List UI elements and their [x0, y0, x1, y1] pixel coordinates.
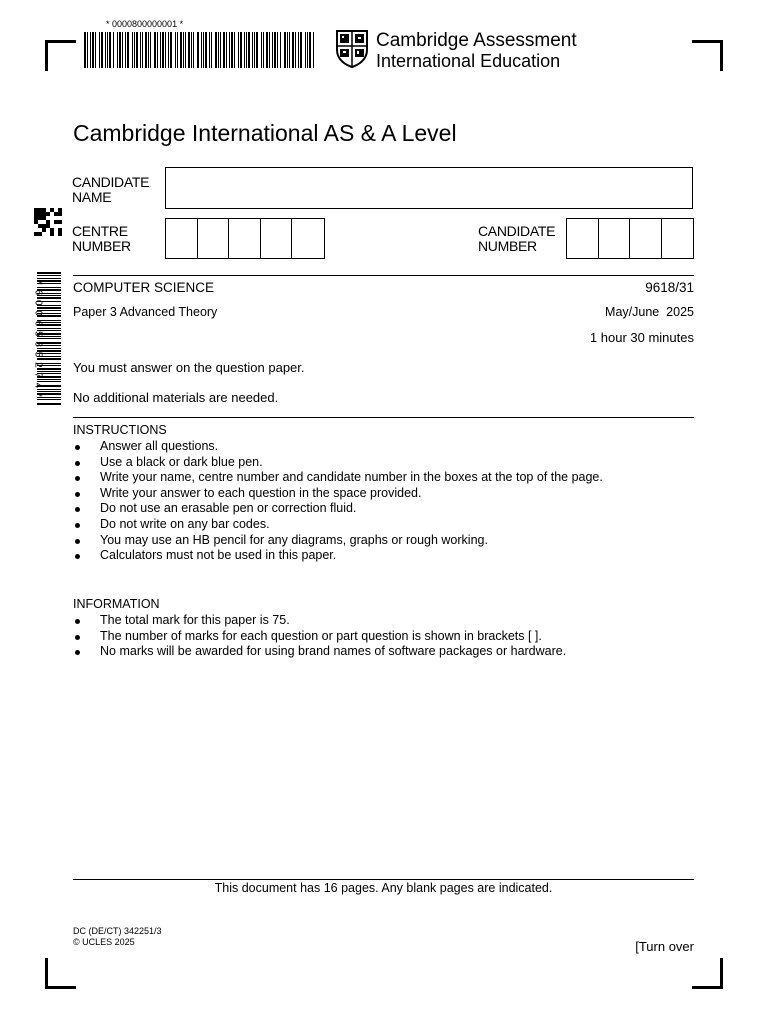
candidate-number-label-line-2: NUMBER [478, 238, 537, 254]
candidate-name-label-line-2: NAME [72, 189, 112, 205]
barcode-bar [201, 32, 202, 68]
barcode-bar [266, 32, 268, 68]
barcode-bar [109, 32, 111, 68]
barcode-bar [226, 32, 227, 68]
paper-name: Paper 3 Advanced Theory [73, 305, 218, 319]
list-item: Write your name, centre number and candidate number in the boxes at the top of the page. [73, 470, 603, 486]
barcode-bar [231, 32, 233, 68]
centre-number-boxes[interactable] [165, 218, 325, 259]
barcode-bar [177, 32, 178, 68]
centre-number-digit[interactable] [261, 219, 293, 258]
barcode-bar [274, 32, 276, 68]
subject: COMPUTER SCIENCE [73, 280, 215, 295]
centre-number-label-line-1: CENTRE [72, 223, 128, 239]
barcode-bar [209, 32, 210, 68]
barcode-bar [193, 32, 194, 68]
barcode-bar [180, 32, 182, 68]
barcode-bar [90, 32, 91, 68]
barcode-bar [191, 32, 192, 68]
barcode-bar [215, 32, 217, 68]
barcode-bar [269, 32, 270, 68]
document-code: DC (DE/CT) 342251/3 [73, 926, 162, 936]
barcode-bar [84, 32, 86, 68]
barcode-bar [134, 32, 135, 68]
centre-number-label-line-2: NUMBER [72, 238, 131, 254]
information-list [73, 613, 566, 660]
barcode-bar [218, 32, 219, 68]
barcode-bar [105, 32, 106, 68]
barcode-bar [203, 32, 204, 68]
qr-code-icon [34, 208, 62, 236]
list-item: The number of marks for each question or part question is shown in brackets [ ]. [73, 629, 566, 645]
barcode-bar [136, 32, 138, 68]
side-barcode [31, 270, 61, 410]
candidate-number-digit[interactable] [662, 219, 693, 258]
barcode-bar [256, 32, 258, 68]
barcode-bar [154, 32, 156, 68]
shield-icon [336, 30, 368, 68]
barcode-bar [125, 32, 126, 68]
barcode-bar [246, 32, 247, 68]
barcode-bar [197, 32, 199, 68]
candidate-name-label-line-1: CANDIDATE [72, 174, 150, 190]
list-item: Answer all questions. [73, 439, 603, 455]
centre-number-label [72, 224, 131, 254]
barcode-bar [183, 32, 184, 68]
session: May/June 2025 [605, 305, 694, 319]
list-item: No marks will be awarded for using brand names of software packages or hardware. [73, 644, 566, 660]
barcode-bar [223, 32, 225, 68]
barcode-bar [284, 32, 286, 68]
pages-note: This document has 16 pages. Any blank pages are indicated. [214, 881, 553, 895]
barcode-bar [234, 32, 235, 68]
barcode-bar [280, 32, 281, 68]
copyright: © UCLES 2025 [73, 937, 135, 947]
list-item: You may use an HB pencil for any diagrams, graphs or rough working. [73, 533, 603, 549]
barcode-bar [188, 32, 190, 68]
barcode-bar [205, 32, 207, 68]
barcode-bar [244, 32, 245, 68]
note-answer-on-paper: You must answer on the question paper. [73, 360, 305, 375]
barcode-bar [107, 32, 108, 68]
barcode-bar [165, 32, 166, 68]
barcode-bar [252, 32, 253, 68]
centre-number-digit[interactable] [292, 219, 324, 258]
barcode-bar [132, 32, 133, 68]
barcode-bar [160, 32, 161, 68]
barcode-bar [185, 32, 186, 68]
information-heading: INFORMATION [73, 597, 160, 611]
barcode-bar [122, 32, 123, 68]
candidate-number-digit[interactable] [599, 219, 631, 258]
barcode-bar [145, 32, 147, 68]
barcode-bar [168, 32, 169, 68]
divider-instructions [73, 417, 694, 418]
list-item: Do not write on any bar codes. [73, 517, 603, 533]
barcode-bar [254, 32, 255, 68]
barcode-bar [175, 32, 176, 68]
list-item: Use a black or dark blue pen. [73, 455, 603, 471]
barcode-bar [211, 32, 212, 68]
barcode-bar [127, 32, 129, 68]
centre-number-digit[interactable] [166, 219, 198, 258]
duration: 1 hour 30 minutes [589, 330, 694, 345]
barcode-bar [300, 32, 302, 68]
barcode-number: * 0000800000001 * [106, 19, 184, 29]
barcode-bar [157, 32, 158, 68]
barcode-bar [95, 32, 96, 68]
candidate-name-box[interactable] [165, 167, 693, 209]
centre-number-digit[interactable] [198, 219, 230, 258]
barcode-top [84, 32, 316, 68]
barcode-bar [292, 32, 294, 68]
barcode-bar [92, 32, 94, 68]
barcode-bar [101, 32, 103, 68]
barcode-bar [248, 32, 250, 68]
barcode-bar [87, 32, 88, 68]
instructions-list [73, 439, 603, 564]
barcode-bar [140, 32, 141, 68]
paper-code: 9618/31 [645, 280, 694, 295]
logo-line-2: International Education [376, 51, 561, 71]
candidate-number-digit[interactable] [567, 219, 599, 258]
barcode-bar [162, 32, 164, 68]
barcode-bar [307, 32, 308, 68]
candidate-number-label [478, 224, 555, 254]
barcode-bar [295, 32, 296, 68]
barcode-bar [113, 32, 114, 68]
cambridge-logo [336, 30, 578, 72]
corner-mark-top-left [45, 40, 76, 71]
barcode-bar [229, 32, 230, 68]
side-barcode-text: * 6 0 0 6 5 3 5 2 7 4 * [32, 281, 44, 398]
page-title: Cambridge International AS & A Level [73, 120, 457, 146]
divider-top [73, 275, 694, 276]
barcode-bar [298, 32, 299, 68]
corner-mark-top-right [692, 40, 723, 71]
barcode-bar [142, 32, 143, 68]
logo-line-1: Cambridge Assessment [376, 30, 577, 51]
barcode-bar [150, 32, 151, 68]
barcode-bar [287, 32, 288, 68]
barcode-bar [170, 32, 172, 68]
barcode-bar [261, 32, 262, 68]
barcode-bar [289, 32, 290, 68]
divider-footer [73, 879, 694, 880]
turn-over: [Turn over [635, 939, 694, 954]
centre-number-digit[interactable] [229, 219, 261, 258]
barcode-bar [313, 32, 314, 68]
note-no-materials: No additional materials are needed. [73, 390, 279, 405]
barcode-bar [272, 32, 273, 68]
list-item: Write your answer to each question in the space provided. [73, 486, 603, 502]
barcode-bar [309, 32, 311, 68]
corner-mark-bottom-left [45, 958, 76, 989]
barcode-bar [99, 32, 100, 68]
candidate-number-digit[interactable] [630, 219, 662, 258]
list-item: The total mark for this paper is 75. [73, 613, 566, 629]
barcode-bar [240, 32, 242, 68]
corner-mark-bottom-right [692, 958, 723, 989]
barcode-bar [117, 32, 118, 68]
barcode-bar [119, 32, 121, 68]
instructions-heading: INSTRUCTIONS [73, 423, 167, 437]
barcode-bar [220, 32, 221, 68]
candidate-number-label-line-1: CANDIDATE [478, 223, 556, 239]
barcode-bar [263, 32, 264, 68]
list-item: Do not use an erasable pen or correction fluid. [73, 501, 603, 517]
barcode-bar [238, 32, 239, 68]
list-item: Calculators must not be used in this paper. [73, 548, 603, 564]
candidate-name-label [72, 175, 149, 205]
barcode-bar [148, 32, 149, 68]
candidate-number-boxes[interactable] [566, 218, 694, 259]
barcode-bar [277, 32, 278, 68]
barcode-bar [305, 32, 306, 68]
